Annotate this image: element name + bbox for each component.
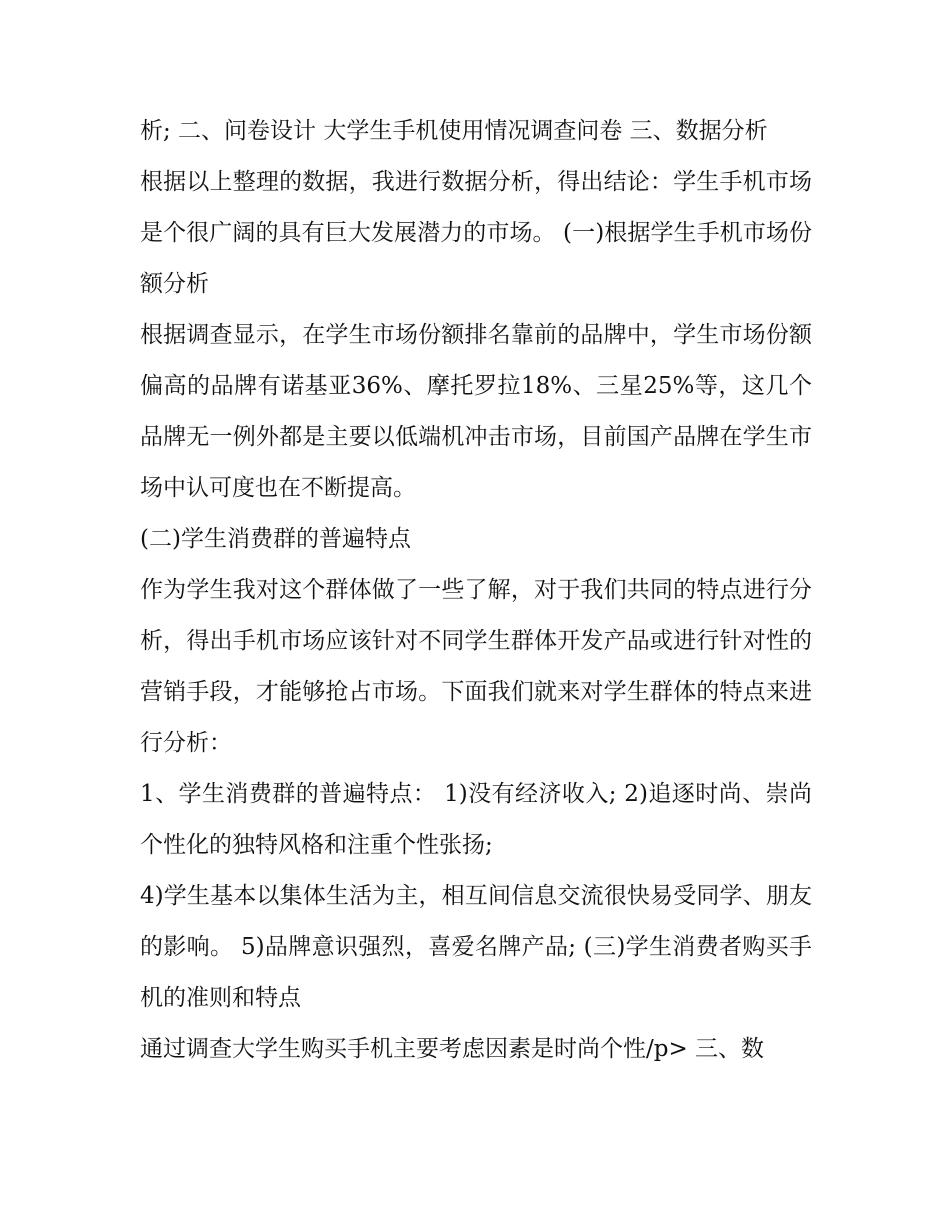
paragraph-group-analysis: 作为学生我对这个群体做了一些了解，对于我们共同的特点进行分析，得出手机市场应该针对不同学生群体开发产品或进行针对性的营销手段，才能够抢占市场。下面我们就来对学生群体的特点来进行分析： — [140, 577, 812, 756]
paragraph-purchase-factors: 通过调查大学生购买手机主要考虑因素是时尚个性/p> 三、数 — [140, 1036, 765, 1062]
paragraph-market-share: 根据调查显示，在学生市场份额排名靠前的品牌中，学生市场份额偏高的品牌有诺基亚36%、摩托罗拉18%、三星25%等，这几个品牌无一例外都是主要以低端机冲击市场，目前国产品牌在学生市场中认可度也在不断提高。 — [140, 322, 812, 501]
paragraph-characteristics-list: 1、学生消费群的普遍特点： 1)没有经济收入; 2)追逐时尚、崇尚个性化的独特风格和注重个性张扬; — [140, 781, 812, 858]
document-body — [140, 106, 812, 1075]
paragraph-data-analysis: 根据以上整理的数据，我进行数据分析，得出结论：学生手机市场是个很广阔的具有巨大发展潜力的市场。 (一)根据学生手机市场份额分析 — [140, 169, 812, 297]
paragraph-section-two-heading: (二)学生消费群的普遍特点 — [140, 526, 411, 552]
paragraph-characteristics-continued: 4)学生基本以集体生活为主，相互间信息交流很快易受同学、朋友的影响。 5)品牌意识强烈，喜爱名牌产品; (三)学生消费者购买手机的准则和特点 — [140, 883, 812, 1011]
paragraph-survey-heading: 析; 二、问卷设计 大学生手机使用情况调查问卷 三、数据分析 — [140, 118, 768, 144]
